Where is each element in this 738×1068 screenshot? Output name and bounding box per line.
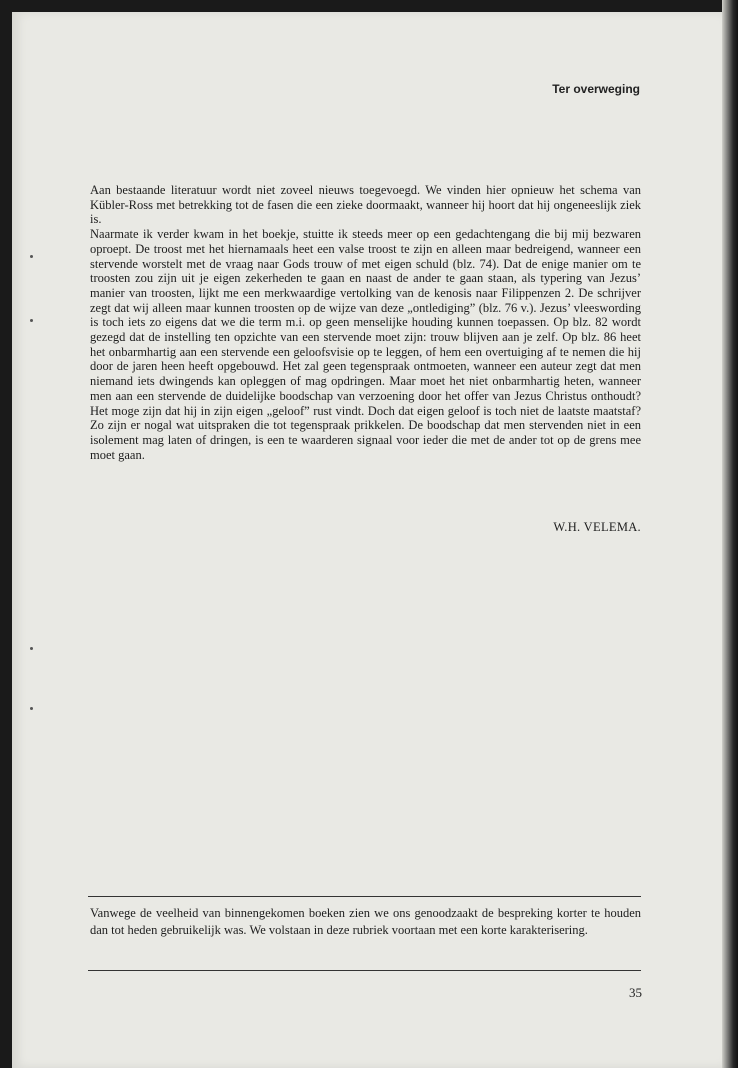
divider-bottom [88,970,641,971]
page-edge-shadow [722,0,738,1068]
margin-mark [30,647,33,650]
paragraph-1: Aan bestaande literatuur wordt niet zoveel nieuws toegevoegd. We vinden hier opnieuw het schema van Kübler-Ross met betrekking tot de fasen die een zieke doormaakt, wanneer hij hoort dat hij ongeneeslijk ziek is. [90,183,641,227]
page-number: 35 [629,985,642,1000]
running-title: Ter overweging [552,82,640,96]
divider-top [88,896,641,897]
margin-mark [30,319,33,322]
author-signature: W.H. VELEMA. [553,520,641,534]
review-body [90,183,641,462]
margin-mark [30,255,33,258]
paragraph-2: Naarmate ik verder kwam in het boekje, stuitte ik steeds meer op een gedachtengang die bij mij bezwaren oproept. De troost met het hiernamaals heet een valse troost te zijn en alleen maar bedreigend, wanneer een stervende worstelt met de vraag naar Gods trouw of met eigen schuld (blz. 74). Dat de enige manier om te troosten zou zijn uit je eigen zekerheden te gaan en naast de ander te gaan staan, als typering van Jezus’ manier van troosten, lijkt me een merkwaardige vertolking van de kenosis naar Filippenzen 2. De schrijver zegt dat wij alleen maar kunnen troosten op de wijze van deze „ontlediging” (blz. 76 v.). Jezus’ vleeswording is toch iets zo eigens dat we die term m.i. op geen menselijke houding kunnen toepassen. Op blz. 82 wordt gezegd dat de instelling ten opzichte van een stervende moet zijn: trouw blijven aan je zelf. Op blz. 86 heet het onbarmhartig aan een stervende een geloofsvisie op te leggen, of hem een overtuiging af te nemen die hij door de jaren heen heeft opgebouwd. Het zal geen tegenspraak ontmoeten, wanneer een auteur zegt dat men niemand iets dwingends kan opleggen of mag opdringen. Maar moet het niet onbarmhartig heten, wanneer men aan een stervende de duidelijke boodschap van verzoening door het offer van Jezus Christus onthoudt? Het moge zijn dat hij in zijn eigen „geloof” rust vindt. Doch dat eigen geloof is toch niet de laatste maatstaf? Zo zijn er nogal wat uitspraken die tot tegenspraak prikkelen. De boodschap dat men stervenden niet in een isolement mag laten of dringen, is een te waarderen signaal voor ieder die met de ander tot op de grens mee moet gaan. [90,227,641,462]
margin-mark [30,707,33,710]
editorial-note: Vanwege de veelheid van binnengekomen boeken zien we ons genoodzaakt de bespreking korter te houden dan tot heden gebruikelijk was. We volstaan in deze rubriek voortaan met een korte karakterisering. [90,906,641,937]
